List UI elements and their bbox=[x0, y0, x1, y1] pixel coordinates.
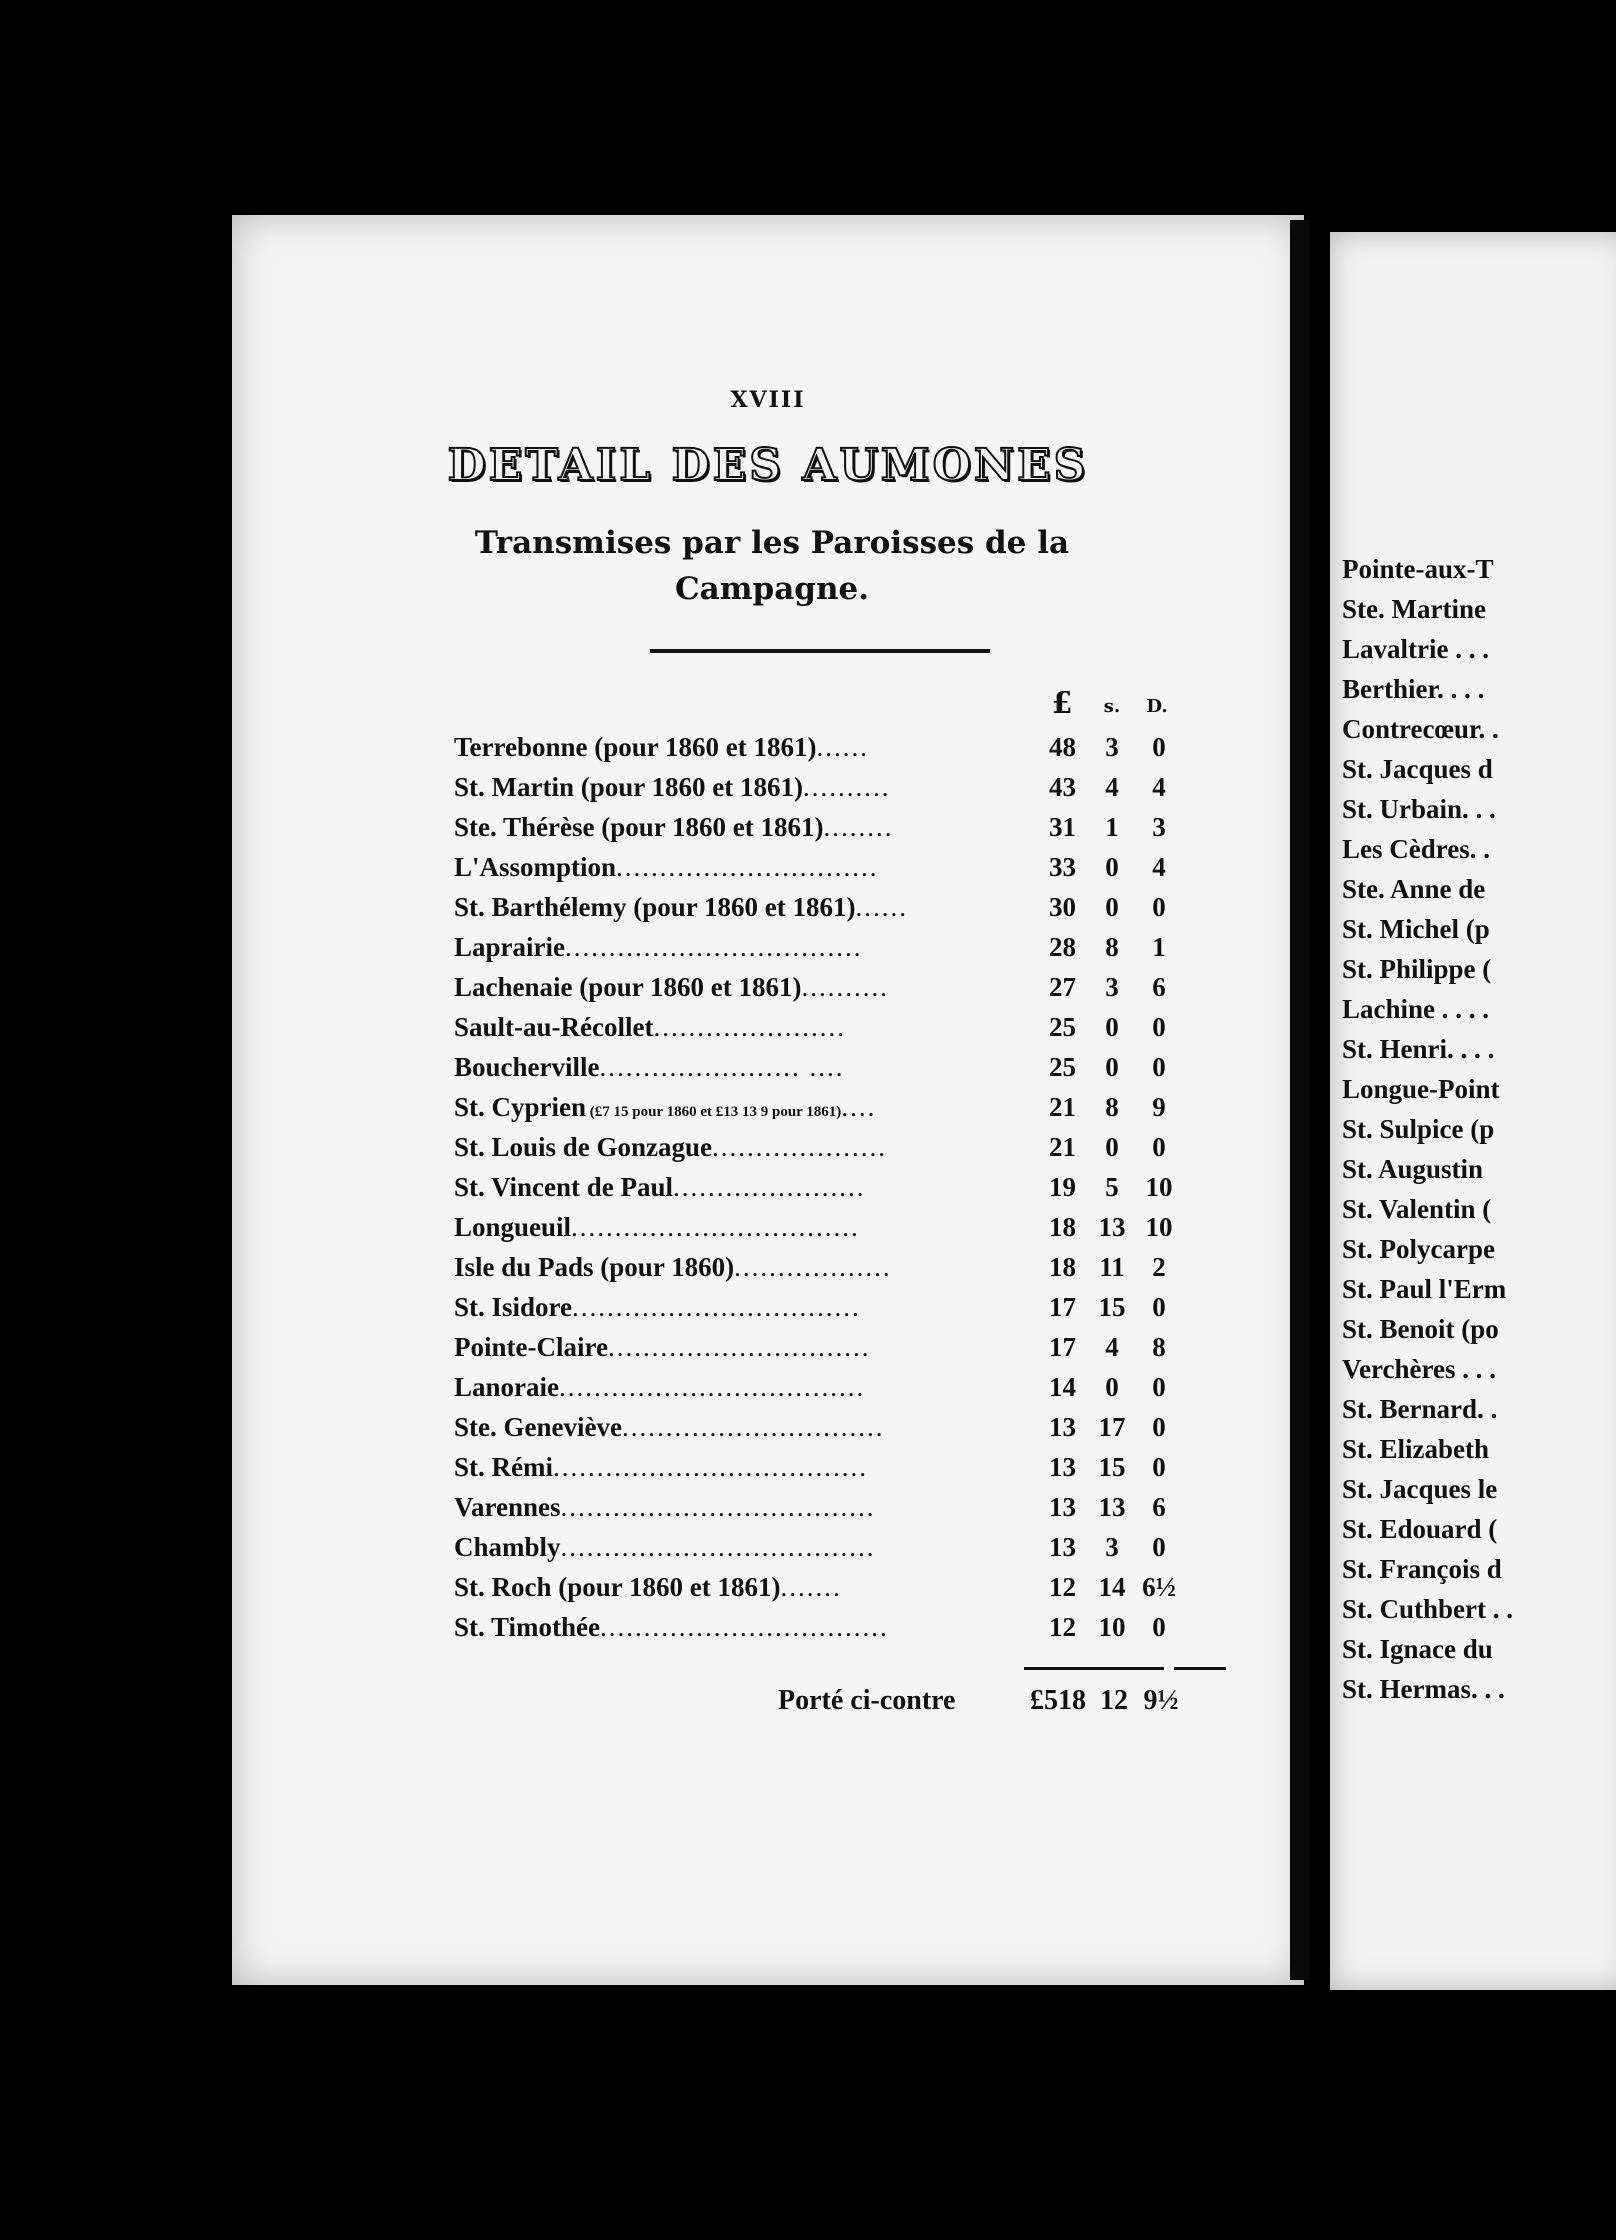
entry-pounds: 14 bbox=[1049, 1372, 1076, 1402]
list-item: St. Cuthbert . . bbox=[1342, 1594, 1514, 1624]
entry-pounds: 31 bbox=[1049, 812, 1076, 842]
entry-pounds: 21 bbox=[1049, 1132, 1076, 1162]
entry-shillings: 0 bbox=[1105, 1012, 1119, 1042]
entry-pence: 0 bbox=[1152, 1452, 1166, 1482]
entry-name: St. Barthélemy (pour 1860 et 1861) bbox=[454, 892, 856, 922]
leader-dots: .................................... bbox=[560, 1492, 876, 1522]
table-row bbox=[232, 1450, 1304, 1490]
entry-pounds: 27 bbox=[1049, 972, 1076, 1002]
shillings-header: s. bbox=[1103, 696, 1121, 717]
leader-dots: .......... bbox=[801, 972, 889, 1002]
list-item: St. Jacques d bbox=[1342, 754, 1493, 784]
leader-dots: ...................... bbox=[673, 1172, 866, 1202]
entry-shillings: 11 bbox=[1099, 1252, 1125, 1282]
entry-pence: 3 bbox=[1152, 812, 1166, 842]
total-label: Porté ci-contre bbox=[778, 1685, 956, 1716]
entry-name-cell bbox=[454, 1572, 1014, 1603]
entry-shillings: 3 bbox=[1105, 732, 1119, 762]
entry-name: Longueuil bbox=[454, 1212, 572, 1242]
list-item: Lavaltrie . . . bbox=[1342, 634, 1489, 664]
list-item: Les Cèdres. . bbox=[1342, 834, 1490, 864]
leader-dots: .................. bbox=[734, 1252, 892, 1282]
list-item: Berthier. . . . bbox=[1342, 674, 1485, 704]
entry-name-cell bbox=[454, 1612, 1014, 1643]
leader-dots: .............................. bbox=[607, 1332, 871, 1362]
entry-pence: 8 bbox=[1152, 1332, 1166, 1362]
entry-shillings: 17 bbox=[1098, 1412, 1126, 1442]
right-entries-list bbox=[1342, 554, 1616, 1714]
table-row bbox=[232, 770, 1304, 810]
left-page bbox=[232, 215, 1304, 1985]
entry-name: St. Isidore bbox=[454, 1292, 573, 1322]
leader-dots: .................................... bbox=[552, 1452, 868, 1482]
title-rule bbox=[650, 649, 990, 653]
entry-name-cell bbox=[454, 892, 1014, 923]
entry-pence: 1 bbox=[1152, 932, 1166, 962]
leader-dots: ....................... .... bbox=[599, 1052, 845, 1082]
entry-pounds: 19 bbox=[1049, 1172, 1076, 1202]
total-pence: 9½ bbox=[1143, 1685, 1179, 1716]
entry-shillings: 8 bbox=[1105, 1092, 1119, 1122]
column-headers bbox=[232, 686, 1304, 722]
entry-shillings: 3 bbox=[1105, 1532, 1119, 1562]
entry-name-cell bbox=[454, 1252, 1014, 1283]
table-row bbox=[232, 1170, 1304, 1210]
entry-shillings: 4 bbox=[1105, 772, 1119, 802]
entry-pence: 4 bbox=[1152, 772, 1166, 802]
list-item: St. Sulpice (p bbox=[1342, 1114, 1495, 1144]
entry-pounds: 17 bbox=[1049, 1332, 1076, 1362]
entry-shillings: 14 bbox=[1098, 1572, 1126, 1602]
entry-name: Boucherville bbox=[454, 1052, 600, 1082]
table-row bbox=[232, 1490, 1304, 1530]
entry-name: Varennes bbox=[454, 1492, 561, 1522]
total-pounds: £518 bbox=[1030, 1685, 1086, 1716]
entry-pounds: 25 bbox=[1049, 1052, 1076, 1082]
entry-pence: 0 bbox=[1152, 1292, 1166, 1322]
entry-pence: 6 bbox=[1152, 972, 1166, 1002]
entries-list bbox=[232, 730, 1304, 1650]
entry-name-cell bbox=[454, 1172, 1014, 1203]
entry-pounds: 33 bbox=[1049, 852, 1076, 882]
pounds-header: £ bbox=[1051, 686, 1073, 721]
list-item: Contrecœur. . bbox=[1342, 714, 1499, 744]
entry-pounds: 48 bbox=[1049, 732, 1076, 762]
entry-shillings: 1 bbox=[1105, 812, 1119, 842]
leader-dots: .................................. bbox=[564, 932, 863, 962]
table-row bbox=[232, 1210, 1304, 1250]
page-number: XVIII bbox=[730, 387, 806, 413]
entry-pounds: 13 bbox=[1049, 1412, 1076, 1442]
leader-dots: ...... bbox=[816, 732, 869, 762]
entry-pounds: 18 bbox=[1049, 1252, 1076, 1282]
entry-shillings: 15 bbox=[1098, 1452, 1126, 1482]
entry-pounds: 18 bbox=[1049, 1212, 1076, 1242]
entry-shillings: 0 bbox=[1105, 892, 1119, 922]
entry-name-cell bbox=[454, 1372, 1014, 1403]
entry-shillings: 15 bbox=[1098, 1292, 1126, 1322]
entry-name: St. Martin (pour 1860 et 1861) bbox=[454, 772, 803, 802]
entry-pence: 2 bbox=[1152, 1252, 1166, 1282]
entry-name-cell bbox=[454, 1132, 1014, 1163]
entry-pounds: 12 bbox=[1049, 1572, 1076, 1602]
right-page bbox=[1330, 232, 1616, 1990]
entry-name: St. Cyprien bbox=[454, 1092, 587, 1122]
list-item: Longue-Point bbox=[1342, 1074, 1500, 1104]
leader-dots: ...................... bbox=[653, 1012, 846, 1042]
table-row bbox=[232, 1330, 1304, 1370]
entry-note: (£7 15 pour 1860 et £13 13 9 pour 1861) bbox=[586, 1104, 842, 1120]
page-subtitle: Transmises par les Paroisses de la Campagne. bbox=[474, 525, 1070, 607]
entry-shillings: 0 bbox=[1105, 1132, 1119, 1162]
entry-pence: 10 bbox=[1145, 1172, 1173, 1202]
table-row bbox=[232, 1050, 1304, 1090]
entry-shillings: 10 bbox=[1098, 1612, 1126, 1642]
entry-name-cell bbox=[454, 772, 1014, 803]
entry-name-cell bbox=[454, 1452, 1014, 1483]
leader-dots: ........ bbox=[823, 812, 894, 842]
entry-shillings: 3 bbox=[1105, 972, 1119, 1002]
entry-name: St. Timothée bbox=[454, 1612, 601, 1642]
entry-pounds: 13 bbox=[1049, 1492, 1076, 1522]
entry-name: Lanoraie bbox=[454, 1372, 559, 1402]
list-item: Lachine . . . . bbox=[1342, 994, 1490, 1024]
entry-name-cell bbox=[454, 1212, 1014, 1243]
entry-pounds: 25 bbox=[1049, 1012, 1076, 1042]
list-item: St. Philippe ( bbox=[1342, 954, 1492, 984]
leader-dots: .................... bbox=[712, 1132, 888, 1162]
entry-name-cell bbox=[454, 812, 1014, 843]
entry-shillings: 13 bbox=[1098, 1492, 1126, 1522]
list-item: St. Michel (p bbox=[1342, 914, 1490, 944]
page-title: DETAIL DES AUMONES bbox=[447, 440, 1089, 491]
table-row bbox=[232, 1370, 1304, 1410]
entry-name-cell bbox=[454, 1092, 1014, 1123]
entry-name: Lachenaie (pour 1860 et 1861) bbox=[454, 972, 802, 1002]
entry-pence: 10 bbox=[1145, 1212, 1173, 1242]
entry-shillings: 8 bbox=[1105, 932, 1119, 962]
entry-pounds: 13 bbox=[1049, 1532, 1076, 1562]
table-row bbox=[232, 1570, 1304, 1610]
leader-dots: ....... bbox=[780, 1572, 842, 1602]
entry-name: Terrebonne (pour 1860 et 1861) bbox=[454, 732, 817, 762]
entry-pounds: 17 bbox=[1049, 1292, 1076, 1322]
entry-pence: 0 bbox=[1152, 1052, 1166, 1082]
page-gutter bbox=[1290, 220, 1310, 1980]
entry-shillings: 4 bbox=[1105, 1332, 1119, 1362]
entry-name-cell bbox=[454, 732, 1014, 763]
entry-name: Sault-au-Récollet bbox=[454, 1012, 654, 1042]
table-row bbox=[232, 1250, 1304, 1290]
entry-pence: 0 bbox=[1152, 892, 1166, 922]
list-item: St. Valentin ( bbox=[1342, 1194, 1492, 1224]
entry-name-cell bbox=[454, 1052, 1014, 1083]
leader-dots: .............................. bbox=[616, 852, 879, 882]
list-item: St. Jacques le bbox=[1342, 1474, 1498, 1504]
entry-name-cell bbox=[454, 932, 1014, 963]
leader-dots: ................................. bbox=[571, 1212, 860, 1242]
leader-dots: ................................. bbox=[600, 1612, 889, 1642]
list-item: Pointe-aux-T bbox=[1342, 554, 1494, 584]
entry-pence: 6½ bbox=[1142, 1572, 1176, 1602]
table-row bbox=[232, 1610, 1304, 1650]
entry-pence: 0 bbox=[1152, 1012, 1166, 1042]
entry-pence: 0 bbox=[1152, 1412, 1166, 1442]
entry-pounds: 21 bbox=[1049, 1092, 1076, 1122]
total-rule bbox=[1174, 1667, 1226, 1670]
entry-name-cell bbox=[454, 1412, 1014, 1443]
entry-shillings: 0 bbox=[1105, 852, 1119, 882]
entry-shillings: 0 bbox=[1105, 1052, 1119, 1082]
entry-shillings: 5 bbox=[1105, 1172, 1119, 1202]
entry-pounds: 12 bbox=[1049, 1612, 1076, 1642]
list-item: St. Augustin bbox=[1342, 1154, 1484, 1184]
list-item: St. Edouard ( bbox=[1342, 1514, 1498, 1544]
entry-name-cell bbox=[454, 1492, 1014, 1523]
leader-dots: .......... bbox=[802, 772, 891, 802]
leader-dots: ...... bbox=[855, 892, 908, 922]
entry-name-cell bbox=[454, 1532, 1014, 1563]
list-item: St. Ignace du bbox=[1342, 1634, 1493, 1664]
leader-dots: .................................... bbox=[560, 1532, 876, 1562]
table-row bbox=[232, 1530, 1304, 1570]
entry-name: Ste. Thérèse (pour 1860 et 1861) bbox=[454, 812, 824, 842]
list-item: St. Henri. . . . bbox=[1342, 1034, 1495, 1064]
entry-pence: 0 bbox=[1152, 1372, 1166, 1402]
table-row bbox=[232, 1410, 1304, 1450]
leader-dots: .............................. bbox=[621, 1412, 885, 1442]
table-row bbox=[232, 810, 1304, 850]
pence-header: D. bbox=[1146, 696, 1168, 717]
entry-pence: 0 bbox=[1152, 1532, 1166, 1562]
entry-shillings: 13 bbox=[1098, 1212, 1126, 1242]
entry-pounds: 30 bbox=[1049, 892, 1076, 922]
entry-shillings: 0 bbox=[1105, 1372, 1119, 1402]
entry-name: St. Vincent de Paul bbox=[454, 1172, 674, 1202]
entry-pence: 6 bbox=[1152, 1492, 1166, 1522]
entry-name: L'Assomption bbox=[454, 852, 617, 882]
entry-name: St. Louis de Gonzague bbox=[454, 1132, 713, 1162]
entry-name: Chambly bbox=[454, 1532, 561, 1562]
leader-dots: ................................... bbox=[559, 1372, 866, 1402]
list-item: St. Benoit (po bbox=[1342, 1314, 1499, 1344]
list-item: St. Hermas. . . bbox=[1342, 1674, 1505, 1704]
entry-pounds: 13 bbox=[1049, 1452, 1076, 1482]
list-item: St. François d bbox=[1342, 1554, 1502, 1584]
entry-name-cell bbox=[454, 852, 1014, 883]
table-row bbox=[232, 1130, 1304, 1170]
entry-pounds: 28 bbox=[1049, 932, 1076, 962]
table-row bbox=[232, 850, 1304, 890]
table-row bbox=[232, 730, 1304, 770]
entry-name-cell bbox=[454, 1292, 1014, 1323]
entry-name: St. Roch (pour 1860 et 1861) bbox=[454, 1572, 781, 1602]
entry-name-cell bbox=[454, 1012, 1014, 1043]
entry-name: Laprairie bbox=[454, 932, 565, 962]
list-item: St. Bernard. . bbox=[1342, 1394, 1498, 1424]
entry-pence: 9 bbox=[1152, 1092, 1166, 1122]
list-item: St. Elizabeth bbox=[1342, 1434, 1490, 1464]
list-item: St. Urbain. . . bbox=[1342, 794, 1496, 824]
entry-pence: 0 bbox=[1152, 732, 1166, 762]
list-item: St. Paul l'Erm bbox=[1342, 1274, 1507, 1304]
table-row bbox=[232, 1010, 1304, 1050]
entry-name: Ste. Geneviève bbox=[454, 1412, 622, 1442]
leader-dots: .... bbox=[841, 1092, 877, 1122]
list-item: Ste. Martine bbox=[1342, 594, 1486, 624]
entry-name-cell bbox=[454, 972, 1014, 1003]
table-row bbox=[232, 930, 1304, 970]
entry-pence: 4 bbox=[1152, 852, 1166, 882]
table-row bbox=[232, 1090, 1304, 1130]
table-row bbox=[232, 890, 1304, 930]
list-item: St. Polycarpe bbox=[1342, 1234, 1495, 1264]
table-row bbox=[232, 970, 1304, 1010]
entry-name: Isle du Pads (pour 1860) bbox=[454, 1252, 735, 1282]
table-row bbox=[232, 1290, 1304, 1330]
entry-name: Pointe-Claire bbox=[454, 1332, 608, 1362]
leader-dots: ................................. bbox=[572, 1292, 861, 1322]
list-item: Ste. Anne de bbox=[1342, 874, 1486, 904]
list-item: Verchères . . . bbox=[1342, 1354, 1496, 1384]
entry-pence: 0 bbox=[1152, 1612, 1166, 1642]
total-shillings: 12 bbox=[1100, 1685, 1128, 1716]
entry-pence: 0 bbox=[1152, 1132, 1166, 1162]
entry-name-cell bbox=[454, 1332, 1014, 1363]
entry-name: St. Rémi bbox=[454, 1452, 553, 1482]
entry-pounds: 43 bbox=[1049, 772, 1076, 802]
total-rule bbox=[1024, 1667, 1164, 1670]
